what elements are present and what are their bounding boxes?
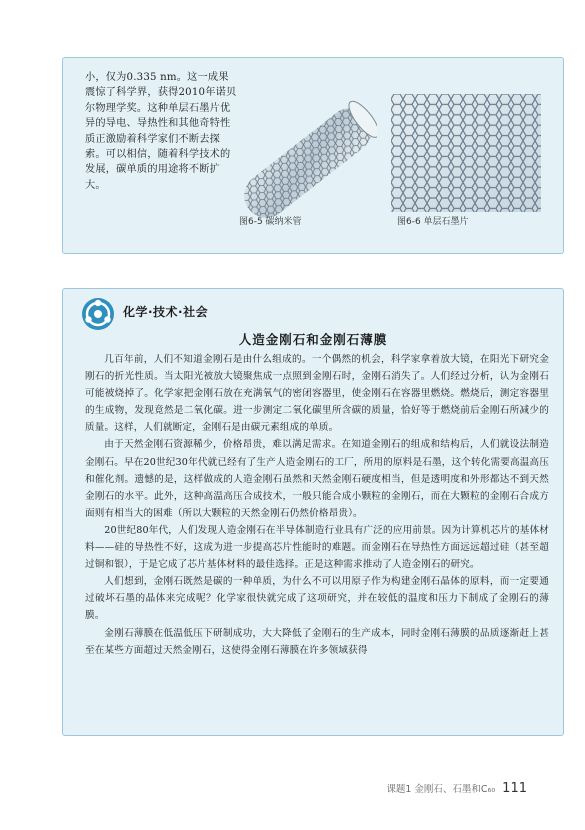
article-title: 人造金刚石和金刚石薄膜 — [238, 332, 388, 347]
paragraph: 金刚石薄膜在低温低压下研制成功，大大降低了金刚石的生产成本，同时金刚石薄膜的品质逐渐赶上甚至在某些方面超过天然金刚石，这使得金刚石薄膜在许多领域获得 — [85, 627, 549, 656]
intro-text — [85, 70, 237, 193]
page-number: 111 — [502, 781, 527, 796]
paragraph: 人们想到，金刚石既然是碳的一种单质，为什么不可以用原子作为构建金刚石晶体的原料，而一定要通过破坏石墨的晶体来完成呢？化学家很快就完成了这项研究，并在较低的温度和压力下制成了金刚石的薄膜。 — [85, 576, 549, 622]
paragraph: 由于天然金刚石资源稀少，价格昂贵，难以满足需求。在知道金刚石的组成和结构后，人们就设法制造金刚石。早在20世纪30年代就已经有了生产人造金刚石的工厂，所用的原料是石墨，这个转化需要高温高压和催化剂。遗憾的是，这样做成的人造金刚石虽然和天然金刚石硬度相当，但是透明度和外形都达不到天然金刚石的水平。此外，这种高温高压合成技术，一般只能合成小颗粒的金刚石，而在大颗粒的金刚石合成方面则有相当大的困难（所以大颗粒的天然金刚石仍然价格昂贵）。 — [85, 439, 549, 519]
figure2-caption: 图6-6 单层石墨片 — [397, 217, 469, 227]
intro-paragraph: 小，仅为0.335 nm。这一成果震惊了科学界，获得2010年诺贝尔物理学奖。这种单层石墨片优异的导电、导热性和其他奇特性质正激励着科学家们不断去探索。可以相信，随着科学技术的发展，碳单质的用途将不断扩大。 — [85, 72, 237, 191]
graphene-figure — [391, 94, 541, 212]
section-label: 化学·技术·社会 — [123, 305, 209, 319]
paragraph: 几百年前，人们不知道金刚石是由什么组成的。一个偶然的机会，科学家拿着放大镜，在阳光下研究金刚石的折光性质。当太阳光被放大镜聚焦成一点照到金刚石时，金刚石消失了。人们经过分析，认为金刚石可能被烧掉了。化学家把金刚石放在充满氧气的密闭容器里，使金刚石在容器里燃烧。燃烧后，测定容器里的生成物，发现竟然是二氧化碳。进一步测定二氧化碳里所含碳的质量，恰好等于燃烧前后金刚石所减少的质量。这样，人们就断定，金刚石是由碳元素组成的单质。 — [85, 354, 549, 434]
molecule-icon — [81, 297, 115, 331]
intro-box — [62, 57, 564, 254]
article-body — [85, 351, 549, 659]
feature-box — [62, 288, 564, 736]
lesson-label: 课题1 金刚石、石墨和C₆₀ — [386, 784, 496, 795]
paragraph: 20世纪80年代，人们发现人造金刚石在半导体制造行业具有广泛的应用前景。因为计算机芯片的基体材料——硅的导热性不好，这成为进一步提高芯片性能时的难题。而金刚石在导热性方面远远超过硅（甚至超过铜和银），于是它成了芯片基体材料的最佳选择。正是这种需求推动了人造金刚石的研究。 — [85, 524, 549, 571]
figure1-caption: 图6-5 碳纳米管 — [239, 217, 302, 227]
page-footer — [386, 781, 527, 796]
